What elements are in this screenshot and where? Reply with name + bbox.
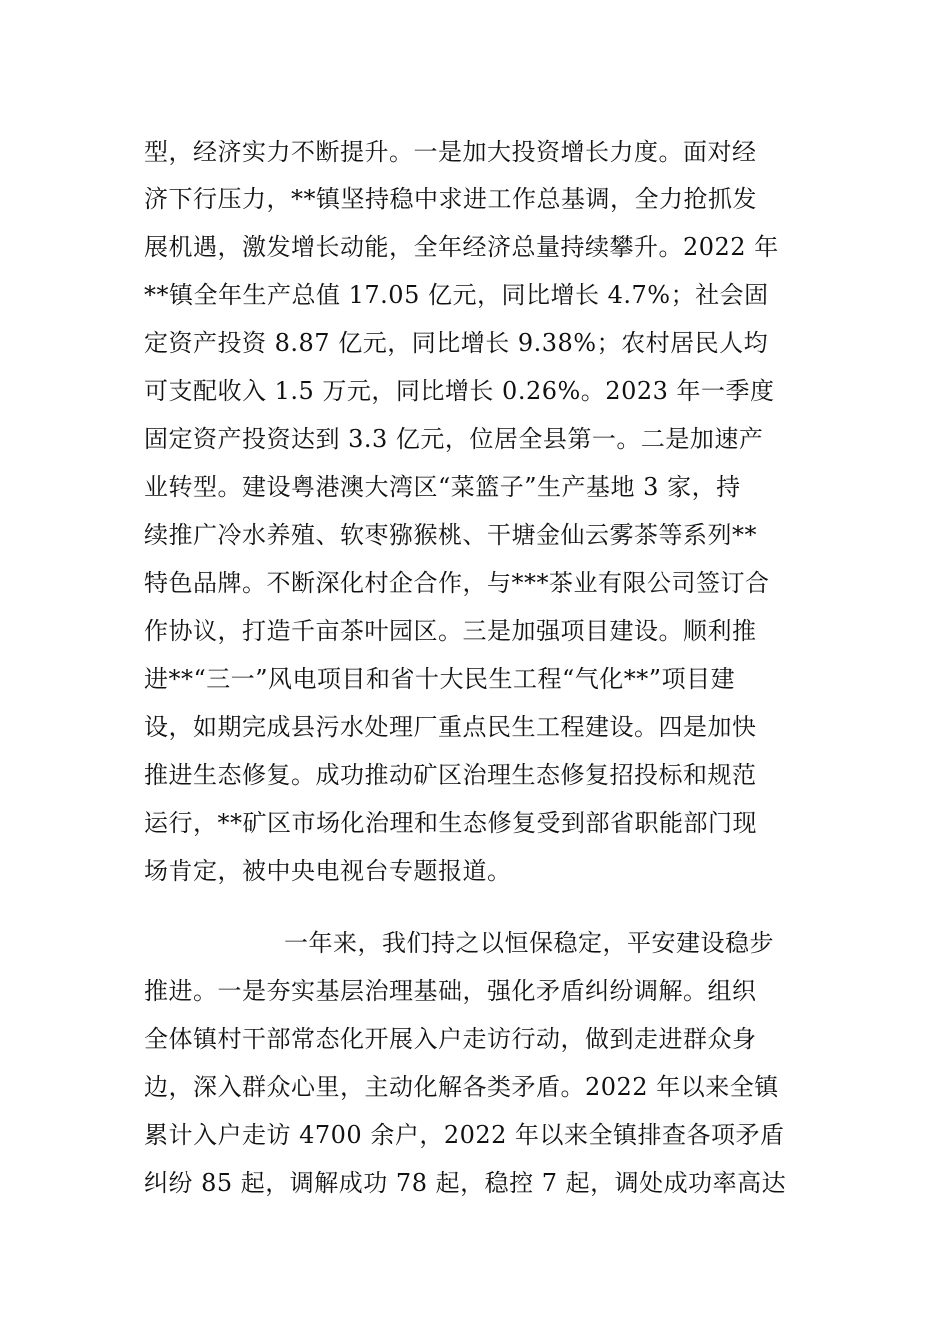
text-line: 定资产投资 8.87 亿元，同比增长 9.38%；农村居民人均 — [144, 329, 769, 357]
text-line: 边，深入群众心里，主动化解各类矛盾。2022 年以来全镇 — [144, 1073, 779, 1101]
text-line: 推进。一是夯实基层治理基础，强化矛盾纠纷调解。组织 — [144, 977, 757, 1005]
text-line: 纠纷 85 起，调解成功 78 起，稳控 7 起，调处成功率高达 — [144, 1169, 787, 1197]
text-line: 设，如期完成县污水处理厂重点民生工程建设。四是加快 — [144, 713, 757, 741]
text-line: 运行，**矿区市场化治理和生态修复受到部省职能部门现 — [144, 809, 757, 837]
text-line: 型，经济实力不断提升。一是加大投资增长力度。面对经 — [144, 138, 757, 166]
text-line: 推进生态修复。成功推动矿区治理生态修复招投标和规范 — [144, 761, 757, 789]
text-line: 场肯定，被中央电视台专题报道。 — [144, 857, 512, 885]
text-line: 可支配收入 1.5 万元，同比增长 0.26%。2023 年一季度 — [144, 377, 775, 405]
text-line: 累计入户走访 4700 余户，2022 年以来全镇排查各项矛盾 — [144, 1121, 785, 1149]
text-line: 业转型。建设粤港澳大湾区“菜篮子”生产基地 3 家，持 — [144, 473, 741, 501]
text-line: 全体镇村干部常态化开展入户走访行动，做到走进群众身 — [144, 1025, 757, 1053]
text-line: 济下行压力，**镇坚持稳中求进工作总基调，全力抢抓发 — [144, 185, 757, 213]
text-line: 固定资产投资达到 3.3 亿元，位居全县第一。二是加速产 — [144, 425, 764, 453]
text-line: **镇全年生产总值 17.05 亿元，同比增长 4.7%；社会固 — [144, 281, 769, 309]
text-line: 作协议，打造千亩茶叶园区。三是加强项目建设。顺利推 — [144, 617, 757, 645]
text-line: 展机遇，激发增长动能，全年经济总量持续攀升。2022 年 — [144, 233, 779, 261]
text-line: 续推广冷水养殖、软枣猕猴桃、干塘金仙云雾茶等系列** — [144, 521, 757, 549]
text-line: 进**“三一”风电项目和省十大民生工程“气化**”项目建 — [144, 665, 736, 693]
text-line: 特色品牌。不断深化村企合作，与***茶业有限公司签订合 — [144, 569, 770, 597]
text-line-indented: 一年来，我们持之以恒保稳定，平安建设稳步 — [284, 929, 774, 957]
